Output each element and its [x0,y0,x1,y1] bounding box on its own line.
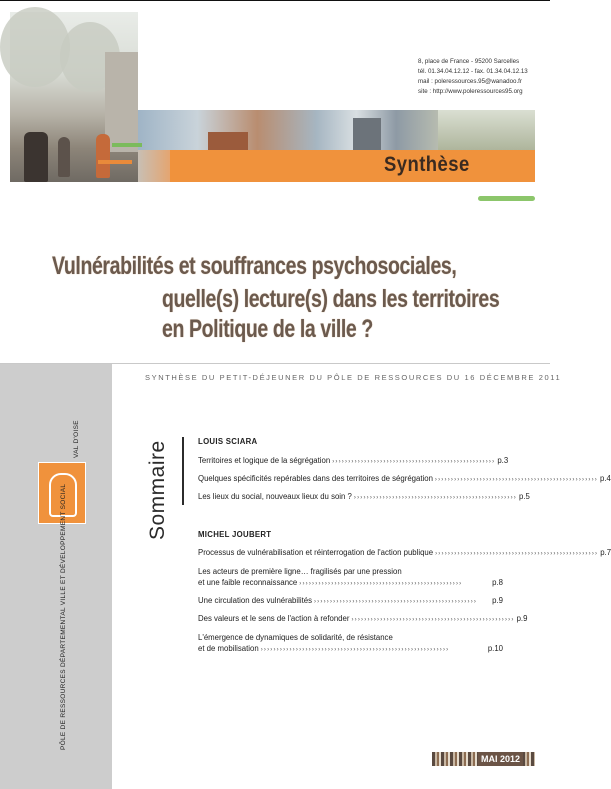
region-label: VAL D'OISE [73,420,80,458]
toc-entry-title: Des valeurs et le sens de l'action à refonder [198,614,350,623]
mail-line: mail : poleressources.95@wanadoo.fr [418,78,522,85]
phone-line: tél. 01.34.04.12.12 - fax. 01.34.04.12.13 [418,68,528,75]
title-line-2: quelle(s) lecture(s) dans les territoires [162,285,500,313]
toc-page: p.5 [518,492,530,501]
address-line: 8, place de France - 95200 Sarcelles [418,58,520,65]
toc-entry-title-cont: et de mobilisation [198,644,259,653]
orange-accent [98,160,132,164]
toc-page: p.9 [492,596,503,605]
contact-address [418,57,528,97]
toc-entry-title: Processus de vulnérabilisation et réinterrogation de l'action publique [198,548,434,557]
toc-entry[interactable]: Quelques spécificités repérables dans des territoires de ségrégation ››››››››››››››››››››››››››››››››››››››››››››››››››› p.4 [198,474,611,483]
street-photo [10,12,138,182]
green-accent-bar [478,196,535,201]
toc-page: p.7 [600,548,611,557]
sommaire-heading: Sommaire [146,440,169,540]
toc-entry-title: Quelques spécificités repérables dans des territoires de ségrégation [198,474,433,483]
toc-entry-title: Les lieux du social, nouveaux lieux du soin ? [198,492,352,501]
toc-entry[interactable]: Processus de vulnérabilisation et réinterrogation de l'action publique ››››››››››››››››››››››››››››››››››››››››››››››››››› p.7 [198,548,611,557]
toc-page: p.4 [600,474,611,483]
toc-page: p.3 [497,456,509,465]
toc-entry-title: Les acteurs de première ligne… fragilisés par une pression [198,567,402,576]
author-name: MICHEL JOUBERT [198,530,272,539]
green-accent [112,143,142,147]
toc-page: p.10 [487,644,503,653]
synthese-banner [170,150,535,182]
author-name: LOUIS SCIARA [198,437,258,446]
sommaire-bar [182,437,184,505]
toc-entry[interactable]: Territoires et logique de la ségrégation ››››››››››››››››››››››››››››››››››››››››››››››››››› p.3 [198,456,509,465]
toc-entry[interactable]: Une circulation des vulnérabilités ››››››››››››››››››››››››››››››››››››››››››››››››››› p.9 [198,596,503,605]
title-line-3: en Politique de la ville ? [162,315,373,343]
toc-entry[interactable]: Les lieux du social, nouveaux lieux du soin ? ››››››››››››››››››››››››››››››››››››››››››››››››››› p.5 [198,492,530,501]
publication-date: MAI 2012 [478,752,523,766]
toc-page: p.8 [492,578,503,587]
subtitle: SYNTHÈSE DU PETIT-DÉJEUNER DU PÔLE DE RESSOURCES DU 16 DÉCEMBRE 2011 [145,373,562,382]
banner-label: Synthèse [384,153,470,176]
toc-entry-title: Territoires et logique de la ségrégation [198,456,331,465]
toc-entry-title: Une circulation des vulnérabilités [198,596,312,605]
toc-entry[interactable]: Les acteurs de première ligne… fragilisés par une pression et une faible reconnaissance ››››››››››››››››››››››››››››››››››››››››››››››››››› p.8 [198,567,503,587]
toc-entry-title-cont: et une faible reconnaissance [198,578,298,587]
cityscape-strip [138,110,535,150]
banner-shade [138,150,170,182]
toc-entry-title: L'émergence de dynamiques de solidarité, de résistance [198,633,393,642]
title-line-1: Vulnérabilités et souffrances psychosociales, [52,252,457,280]
toc-page: p.9 [516,614,528,623]
site-line: site : http://www.poleressources95.org [418,88,523,95]
toc-entry[interactable]: L'émergence de dynamiques de solidarité, de résistance et de mobilisation ››››››››››››››››››››››››››››››››››››››››››››››››››››››››››› p.10 [198,633,503,653]
top-border [0,0,550,1]
left-panel [0,364,112,789]
toc-entry[interactable]: Des valeurs et le sens de l'action à refonder ››››››››››››››››››››››››››››››››››››››››››››››››››› p.9 [198,614,528,623]
organization-name: PÔLE DE RESSOURCES DÉPARTEMENTAL VILLE ET DÉVELOPPEMENT SOCIAL [60,483,67,750]
